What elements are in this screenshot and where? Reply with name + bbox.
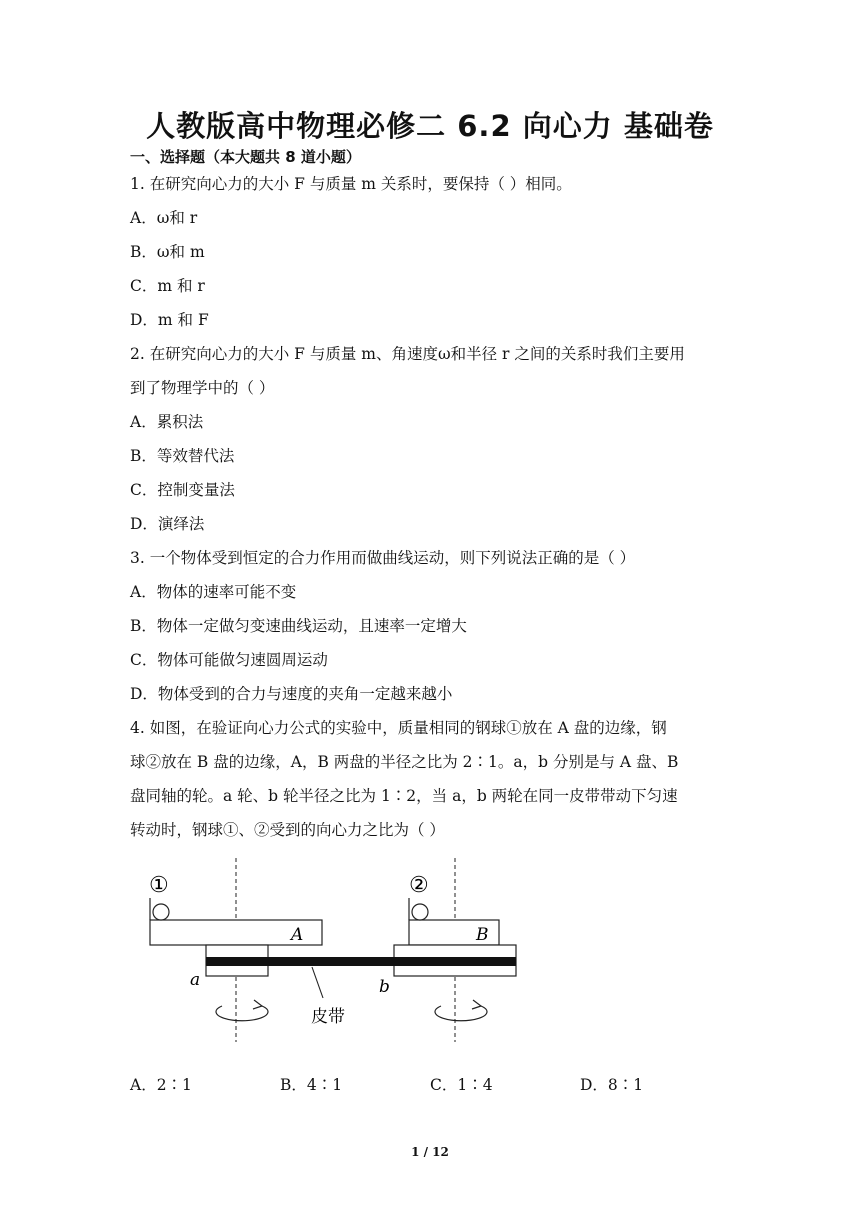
q2-option-a: A．累积法 — [130, 413, 204, 431]
ball-2-label: ② — [409, 873, 429, 898]
q1-stem: 1. 在研究向心力的大小 F 与质量 m 关系时，要保持（ ）相同。 — [130, 175, 572, 193]
q2-option-c: C．控制变量法 — [130, 481, 235, 499]
wheel-a-label: a — [190, 970, 201, 990]
q2-stem-line1: 2. 在研究向心力的大小 F 与质量 m、角速度ω和半径 r 之间的关系时我们主要用 — [130, 345, 685, 363]
rotation-arrow-a — [216, 1006, 268, 1021]
wheel-b-label: b — [379, 977, 390, 997]
belt — [206, 957, 516, 966]
q1-option-d: D．m 和 F — [130, 311, 209, 329]
q3-option-d: D．物体受到的合力与速度的夹角一定越来越小 — [130, 685, 453, 703]
q4-stem-line3: 盘同轴的轮。a 轮、b 轮半径之比为 1∶2，当 a，b 两轮在同一皮带带动下匀速 — [130, 787, 678, 805]
q4-option-c: C．1∶4 — [430, 1076, 493, 1094]
q3-option-a: A．物体的速率可能不变 — [130, 583, 297, 601]
ball-1-label: ① — [149, 873, 169, 898]
ball-1 — [153, 904, 169, 920]
disc-b-label: B — [476, 925, 489, 945]
q1-option-b: B．ω和 m — [130, 243, 205, 261]
q2-option-d: D．演绎法 — [130, 515, 205, 533]
disc-a-label: A — [291, 925, 304, 945]
q3-stem: 3. 一个物体受到恒定的合力作用而做曲线运动，则下列说法正确的是（ ） — [130, 549, 636, 567]
q4-option-a: A．2∶1 — [130, 1076, 192, 1094]
page-number: 1 / 12 — [411, 1145, 449, 1159]
belt-label: 皮带 — [311, 1007, 345, 1027]
rotation-arrowhead-a — [253, 1000, 262, 1009]
q4-stem-line2: 球②放在 B 盘的边缘，A，B 两盘的半径之比为 2∶1。a，b 分别是与 A 盘、B — [130, 753, 679, 771]
rotation-arrow-b — [435, 1006, 487, 1021]
page-title: 人教版高中物理必修二 6.2 向心力 基础卷 — [146, 109, 714, 143]
ball-2 — [412, 904, 428, 920]
section-heading: 一、选择题（本大题共 8 道小题） — [130, 148, 361, 166]
q4-option-d: D．8∶1 — [580, 1076, 644, 1094]
q2-stem-line2: 到了物理学中的（ ） — [130, 379, 275, 397]
q4-option-b: B．4∶1 — [280, 1076, 343, 1094]
q3-option-b: B．物体一定做匀变速曲线运动，且速率一定增大 — [130, 617, 467, 635]
q4-stem-line1: 4. 如图，在验证向心力公式的实验中，质量相同的钢球①放在 A 盘的边缘，钢 — [130, 719, 667, 737]
q2-option-b: B．等效替代法 — [130, 447, 235, 465]
q3-option-c: C．物体可能做匀速圆周运动 — [130, 651, 328, 669]
q1-option-a: A．ω和 r — [130, 209, 198, 227]
rotation-arrowhead-b — [472, 1000, 481, 1009]
belt-pulley-figure — [0, 850, 860, 1050]
q1-option-c: C．m 和 r — [130, 277, 205, 295]
belt-pointer — [312, 967, 323, 998]
q4-stem-line4: 转动时，钢球①、②受到的向心力之比为（ ） — [130, 821, 445, 839]
